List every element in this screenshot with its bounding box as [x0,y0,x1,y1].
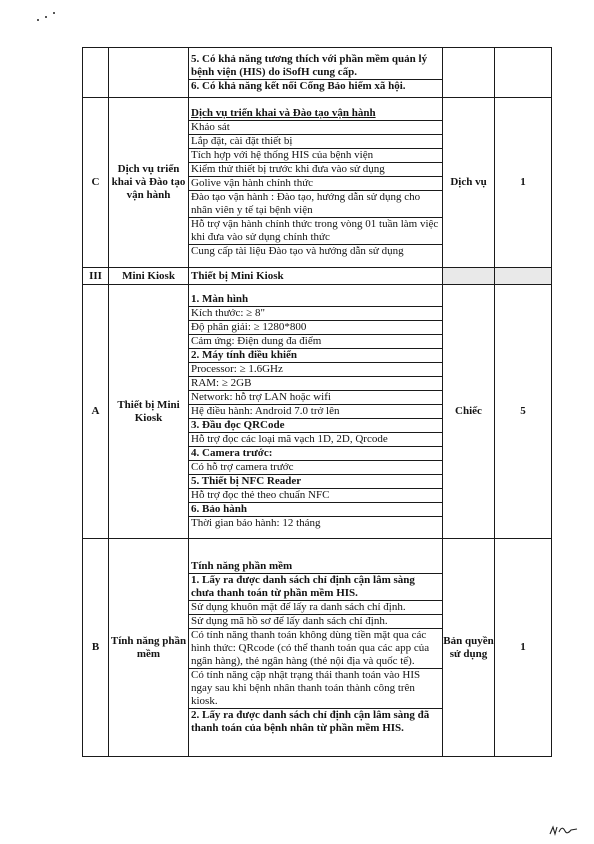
item-name: Tính năng phần mềm [109,539,189,757]
description-line [189,218,442,245]
description-line [189,391,442,405]
spec-line: Kích thước: ≥ 8" [191,307,265,319]
description-cell [189,245,442,259]
spec-line: Golive vận hành chính thức [191,177,314,189]
section-heading: 4. Camera trước: [191,447,273,459]
description-line [189,475,442,489]
description-line [189,419,442,433]
description-line [189,121,442,135]
section-heading: 3. Đầu đọc QRCode [191,419,285,431]
description-line [189,433,442,447]
section-heading: Tính năng phần mềm [191,560,293,572]
unit [443,268,495,285]
section-heading: 1. Màn hình [191,293,249,305]
description-cell [189,335,442,349]
spec-line: Hỗ trợ đọc các loại mã vạch 1D, 2D, Qrcode [191,433,388,445]
description-line [189,447,442,461]
spec-line: Sử dụng mã hồ sơ để lấy danh sách chỉ định. [191,615,388,627]
description-line [189,629,442,669]
description-cell [189,363,442,377]
description-list [189,293,442,530]
description-cell [189,307,442,321]
description-cell [189,461,442,475]
spec-line: Đào tạo vận hành : Đào tạo, hướng dẫn sử dụng cho nhân viên y tế tại bệnh viện [191,191,421,216]
quantity: 1 [495,539,552,757]
spec-line: Có tính năng cập nhật trạng thái thanh toán vào HIS ngay sau khi bệnh nhân thanh toán thành công trên kiosk. [191,669,421,707]
description-list [189,560,442,735]
item-description [189,285,443,539]
row-number: C [83,98,109,268]
description-cell [189,447,442,461]
description-line [189,574,442,601]
specification-table [82,47,552,757]
description-line [189,377,442,391]
description-cell [189,218,442,245]
description-list [189,53,442,93]
description-cell [189,503,442,517]
unit [443,48,495,98]
description-line [189,709,442,736]
section-heading: 1. Lấy ra được danh sách chỉ định cận lâm sàng chưa thanh toán từ phần mềm HIS. [191,574,415,599]
spec-line: Cảm ứng: Điện dung đa điểm [191,335,322,347]
scan-speck [53,12,55,14]
quantity [495,48,552,98]
description-cell [189,79,442,93]
table-row [83,48,552,98]
description-cell [189,709,442,736]
description-line [189,405,442,419]
description-line [189,307,442,321]
spec-line: Có hỗ trợ camera trước [191,461,294,473]
item-description [189,48,443,98]
description-line [189,135,442,149]
description-cell [189,53,442,80]
table-row [83,285,552,539]
item-description [189,98,443,268]
description-cell [189,419,442,433]
row-number [83,48,109,98]
item-description [189,268,443,285]
section-heading: 6. Có khả năng kết nối Cổng Bảo hiểm xã hội. [191,79,406,92]
description-line [189,191,442,218]
description-line [189,293,442,307]
description-cell [189,135,442,149]
description-line [189,335,442,349]
description-line [189,349,442,363]
unit: Bản quyền sử dụng [443,539,495,757]
item-description [189,539,443,757]
description-line [189,601,442,615]
description-line [189,461,442,475]
description-cell [189,560,442,574]
section-heading: Thiết bị Mini Kiosk [191,269,284,282]
description-line [189,79,442,93]
description-cell [189,669,442,709]
scan-speck [45,16,47,18]
section-heading: 2. Máy tính điều khiển [191,349,298,361]
description-line [189,53,442,80]
description-cell [189,121,442,135]
table-row [83,539,552,757]
description-cell [189,163,442,177]
section-heading: Dịch vụ triển khai và Đào tạo vận hành [191,107,376,119]
description-cell [189,270,442,283]
unit: Chiếc [443,285,495,539]
spec-line: Hệ điều hành: Android 7.0 trở lên [191,405,340,417]
description-cell [189,433,442,447]
description-cell [189,475,442,489]
spec-line: Có tính năng thanh toán không dùng tiền mặt qua các hình thức: QRcode (có thể thanh toán qua các app của ngân hàng), thẻ ngân hàng (thẻ nội địa và quốc tế). [191,629,430,667]
spec-line: Sử dụng khuôn mặt để lấy ra danh sách chỉ định. [191,601,406,613]
scan-speck [37,19,39,21]
description-cell [189,574,442,601]
description-list [189,107,442,258]
row-number: III [83,268,109,285]
description-line [189,517,442,531]
description-line [189,163,442,177]
table-row [83,268,552,285]
description-line [189,489,442,503]
table-row [83,98,552,268]
description-cell [189,517,442,531]
spec-line: Processor: ≥ 1.6GHz [191,363,283,375]
description-line [189,503,442,517]
description-cell [189,629,442,669]
quantity: 1 [495,98,552,268]
spec-line: Cung cấp tài liệu Đào tạo và hướng dẫn sử dụng [191,245,404,257]
item-name [109,48,189,98]
quantity: 5 [495,285,552,539]
description-line [189,177,442,191]
spec-line: Kiểm thử thiết bị trước khi đưa vào sử dụng [191,163,385,175]
description-cell [189,615,442,629]
initials-mark [549,823,579,837]
section-heading: 5. Có khả năng tương thích với phần mềm quản lý bệnh viện (HIS) do iSofH cung cấp. [191,52,428,78]
spec-line: Thời gian bảo hành: 12 tháng [191,517,321,529]
description-cell [189,321,442,335]
description-cell [189,405,442,419]
description-cell [189,349,442,363]
row-number: B [83,539,109,757]
description-line [189,669,442,709]
description-list [189,270,442,283]
spec-line: Network: hỗ trợ LAN hoặc wifi [191,391,331,403]
spec-line: Độ phân giải: ≥ 1280*800 [191,321,307,333]
description-cell [189,601,442,615]
description-cell [189,391,442,405]
spec-line: Hỗ trợ đọc thẻ theo chuẩn NFC [191,489,330,501]
unit: Dịch vụ [443,98,495,268]
spec-line: RAM: ≥ 2GB [191,377,252,389]
description-line [189,149,442,163]
description-cell [189,149,442,163]
description-line [189,615,442,629]
description-cell [189,489,442,503]
description-line [189,363,442,377]
description-cell [189,293,442,307]
spec-line: Hỗ trợ vận hành chính thức trong vòng 01 tuần làm việc khi đưa vào sử dụng chính thức [191,218,439,243]
spec-line: Khảo sát [191,121,230,133]
description-line [189,270,442,283]
description-cell [189,191,442,218]
description-line [189,245,442,259]
description-cell [189,107,442,121]
item-name: Dịch vụ triển khai và Đào tạo vận hành [109,98,189,268]
description-cell [189,177,442,191]
section-heading: 2. Lấy ra được danh sách chỉ định cận lâm sàng đã thanh toán của bệnh nhân từ phần mềm HIS. [191,709,430,734]
description-cell [189,377,442,391]
item-name: Thiết bị Mini Kiosk [109,285,189,539]
section-heading: 5. Thiết bị NFC Reader [191,475,302,487]
item-name: Mini Kiosk [109,268,189,285]
section-heading: 6. Bảo hành [191,503,247,515]
description-line [189,560,442,574]
spec-line: Lắp đặt, cài đặt thiết bị [191,135,293,147]
description-line [189,321,442,335]
quantity [495,268,552,285]
spec-line: Tích hợp với hệ thống HIS của bệnh viện [191,149,374,161]
description-line [189,107,442,121]
row-number: A [83,285,109,539]
